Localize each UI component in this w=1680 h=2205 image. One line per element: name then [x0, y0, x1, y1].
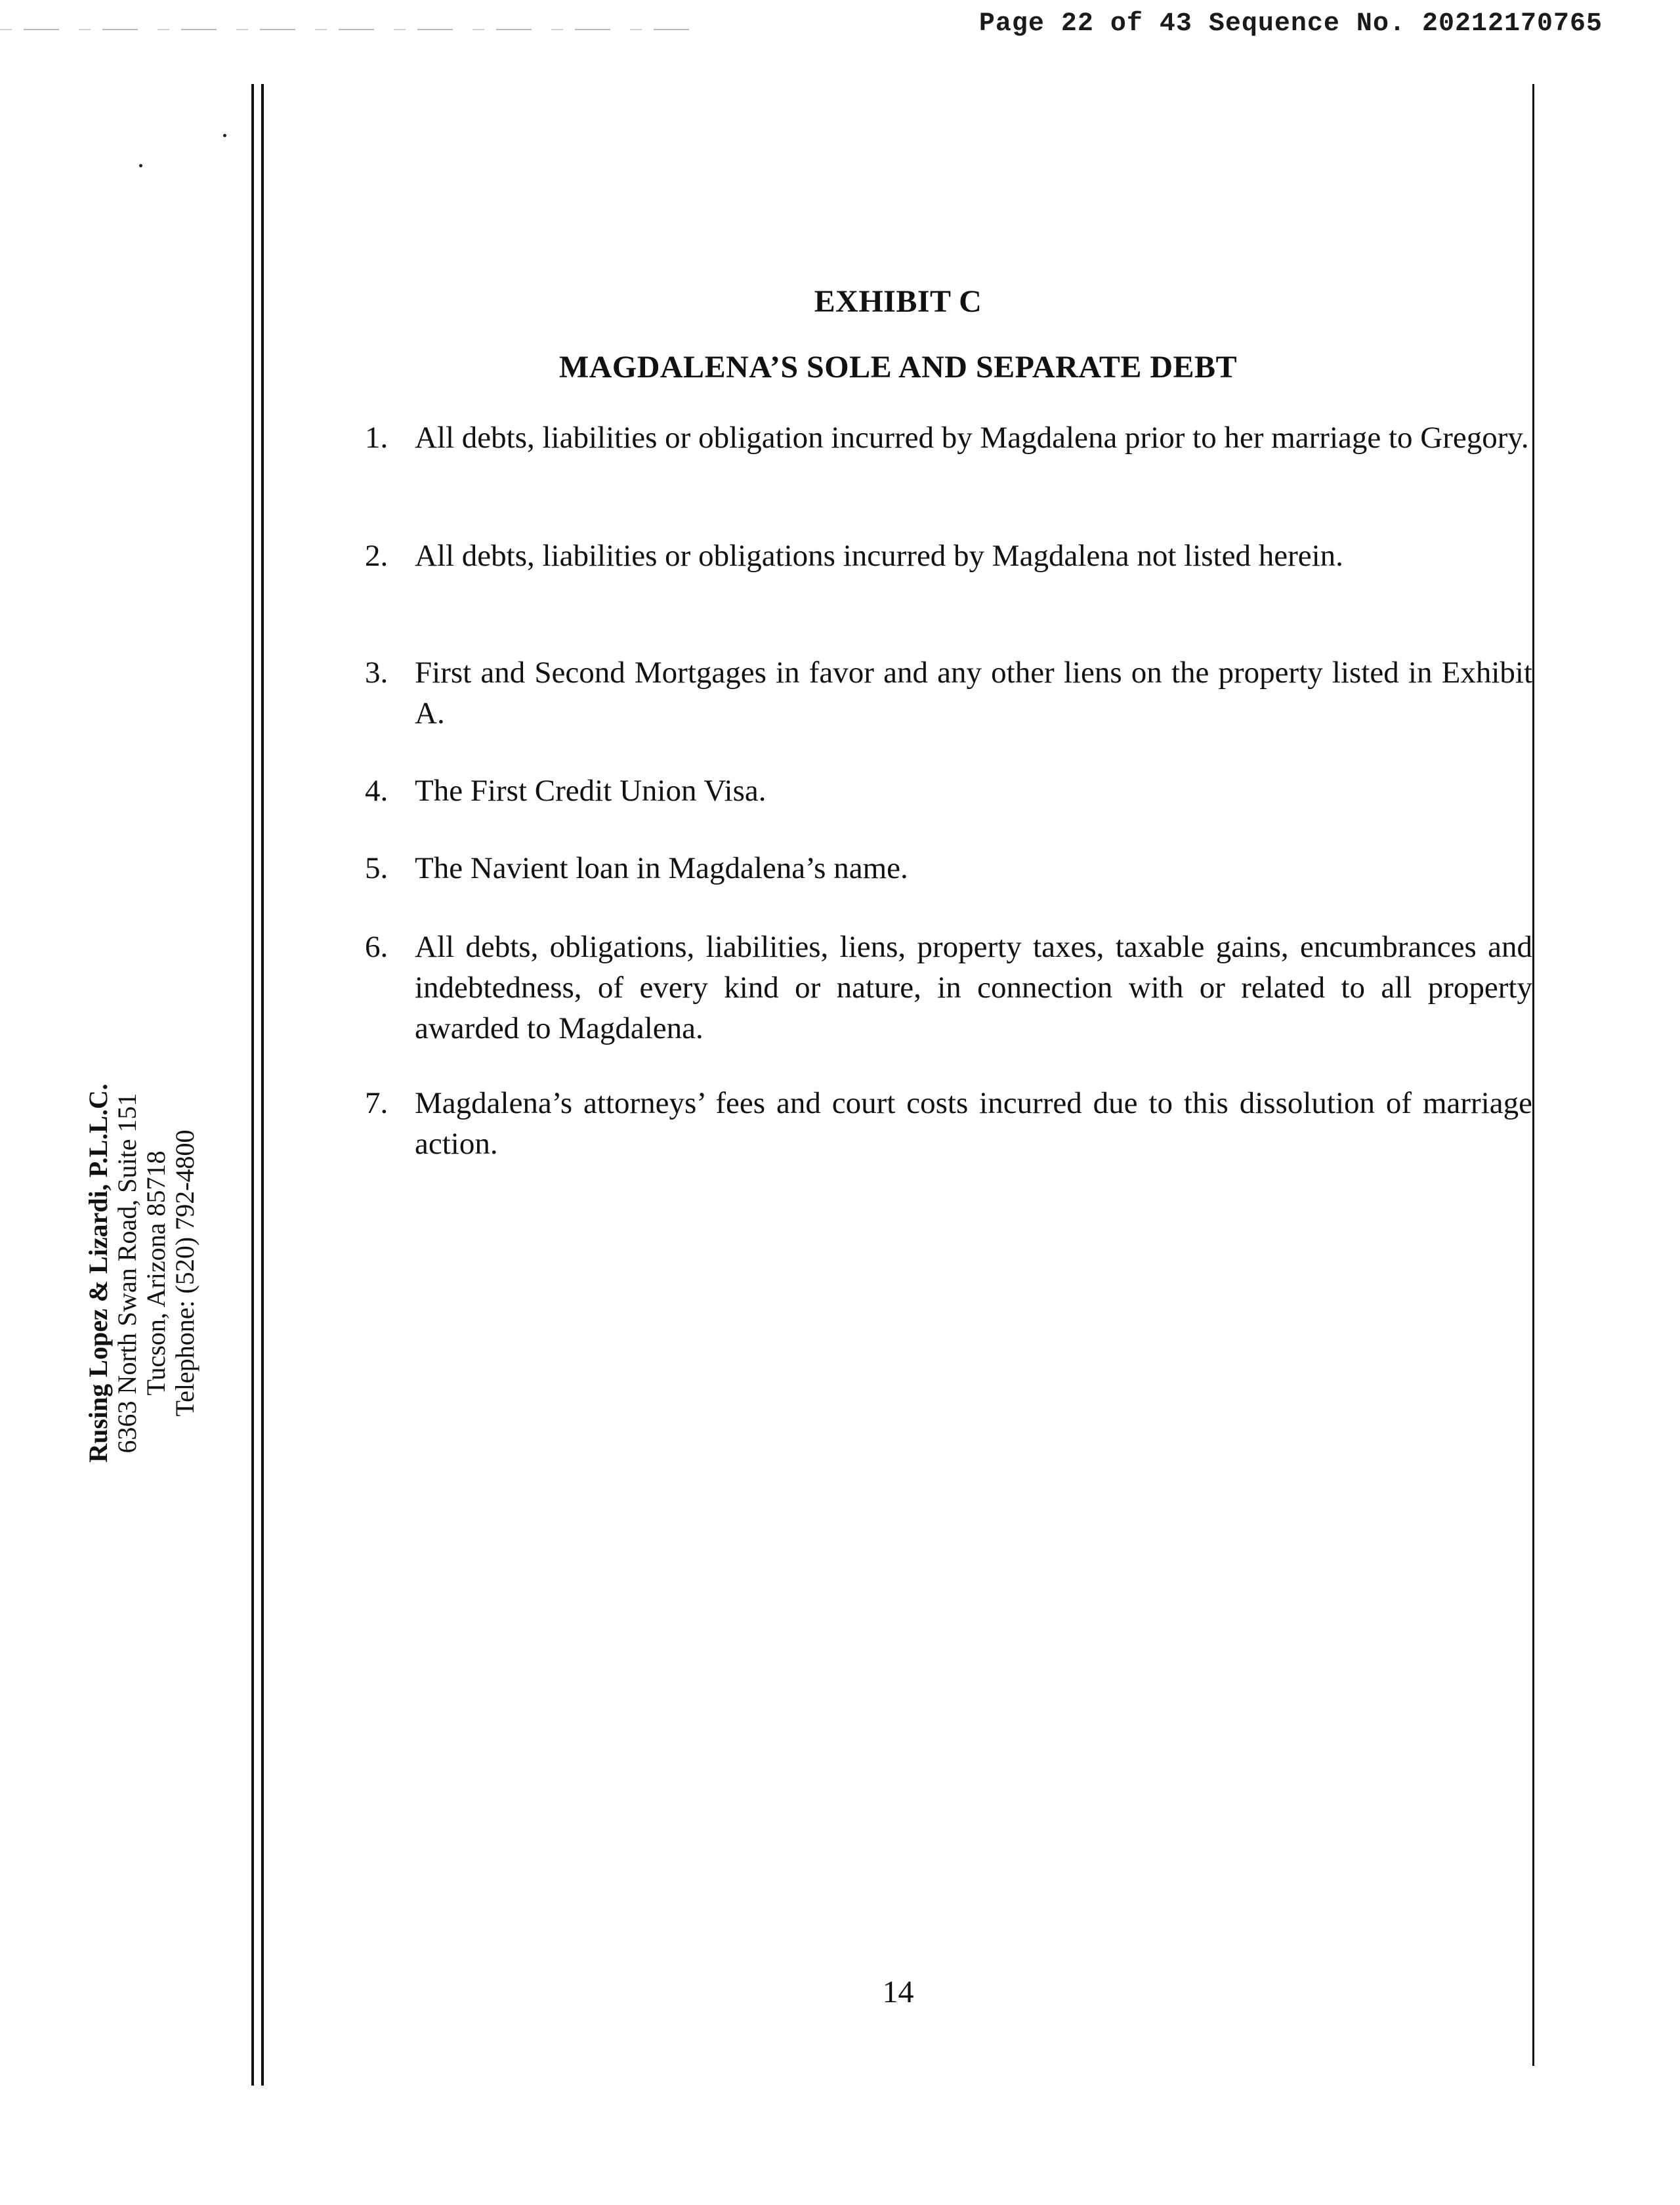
list-item	[354, 417, 1532, 458]
list-item-number: 6.	[365, 930, 388, 964]
list-item-text: All debts, obligations, liabilities, liens, property taxes, taxable gains, encumbrances and indebtedness, of every kind or nature, in connection with or related to all property awarded to Magdalena.	[415, 930, 1532, 1045]
scan-speck	[139, 164, 142, 167]
page-number: 14	[882, 1975, 914, 2009]
firm-telephone: Telephone: (520) 792-4800	[170, 1129, 200, 1417]
firm-sidebar-block	[84, 919, 281, 1628]
scan-artifact	[0, 29, 696, 30]
list-item	[354, 1083, 1532, 1164]
page-sequence-stamp: Page 22 of 43 Sequence No. 20212170765	[978, 9, 1603, 39]
list-item-number: 3.	[365, 656, 388, 690]
scan-speck	[223, 134, 226, 137]
firm-name: Rusing Lopez & Lizardi, P.L.L.C.	[83, 1083, 113, 1463]
list-item	[354, 536, 1532, 576]
list-item-text: Magdalena’s attorneys’ fees and court costs incurred due to this dissolution of marriage action.	[415, 1086, 1532, 1161]
list-item	[354, 770, 1532, 811]
right-margin-rule	[1532, 84, 1534, 2066]
list-item	[354, 848, 1532, 889]
list-item-number: 2.	[365, 539, 388, 573]
list-item-text: The First Credit Union Visa.	[415, 774, 766, 808]
list-item-text: All debts, liabilities or obligations incurred by Magdalena not listed herein.	[415, 539, 1343, 573]
firm-city: Tucson, Arizona 85718	[141, 1150, 171, 1396]
list-item-number: 5.	[365, 851, 388, 885]
list-item	[354, 927, 1532, 1049]
list-item-text: All debts, liabilities or obligation incurred by Magdalena prior to her marriage to Gregory.	[415, 421, 1529, 455]
list-item-number: 4.	[365, 774, 388, 808]
exhibit-subtitle: MAGDALENA’S SOLE AND SEPARATE DEBT	[558, 350, 1238, 385]
list-item-number: 1.	[365, 421, 388, 455]
list-item-text: First and Second Mortgages in favor and any other liens on the property listed in Exhibit A.	[415, 656, 1532, 730]
list-item-number: 7.	[365, 1086, 388, 1120]
list-item	[354, 652, 1532, 734]
list-item-text: The Navient loan in Magdalena’s name.	[415, 851, 908, 885]
firm-address: 6363 North Swan Road, Suite 151	[112, 1093, 142, 1454]
exhibit-title: EXHIBIT C	[814, 284, 982, 319]
